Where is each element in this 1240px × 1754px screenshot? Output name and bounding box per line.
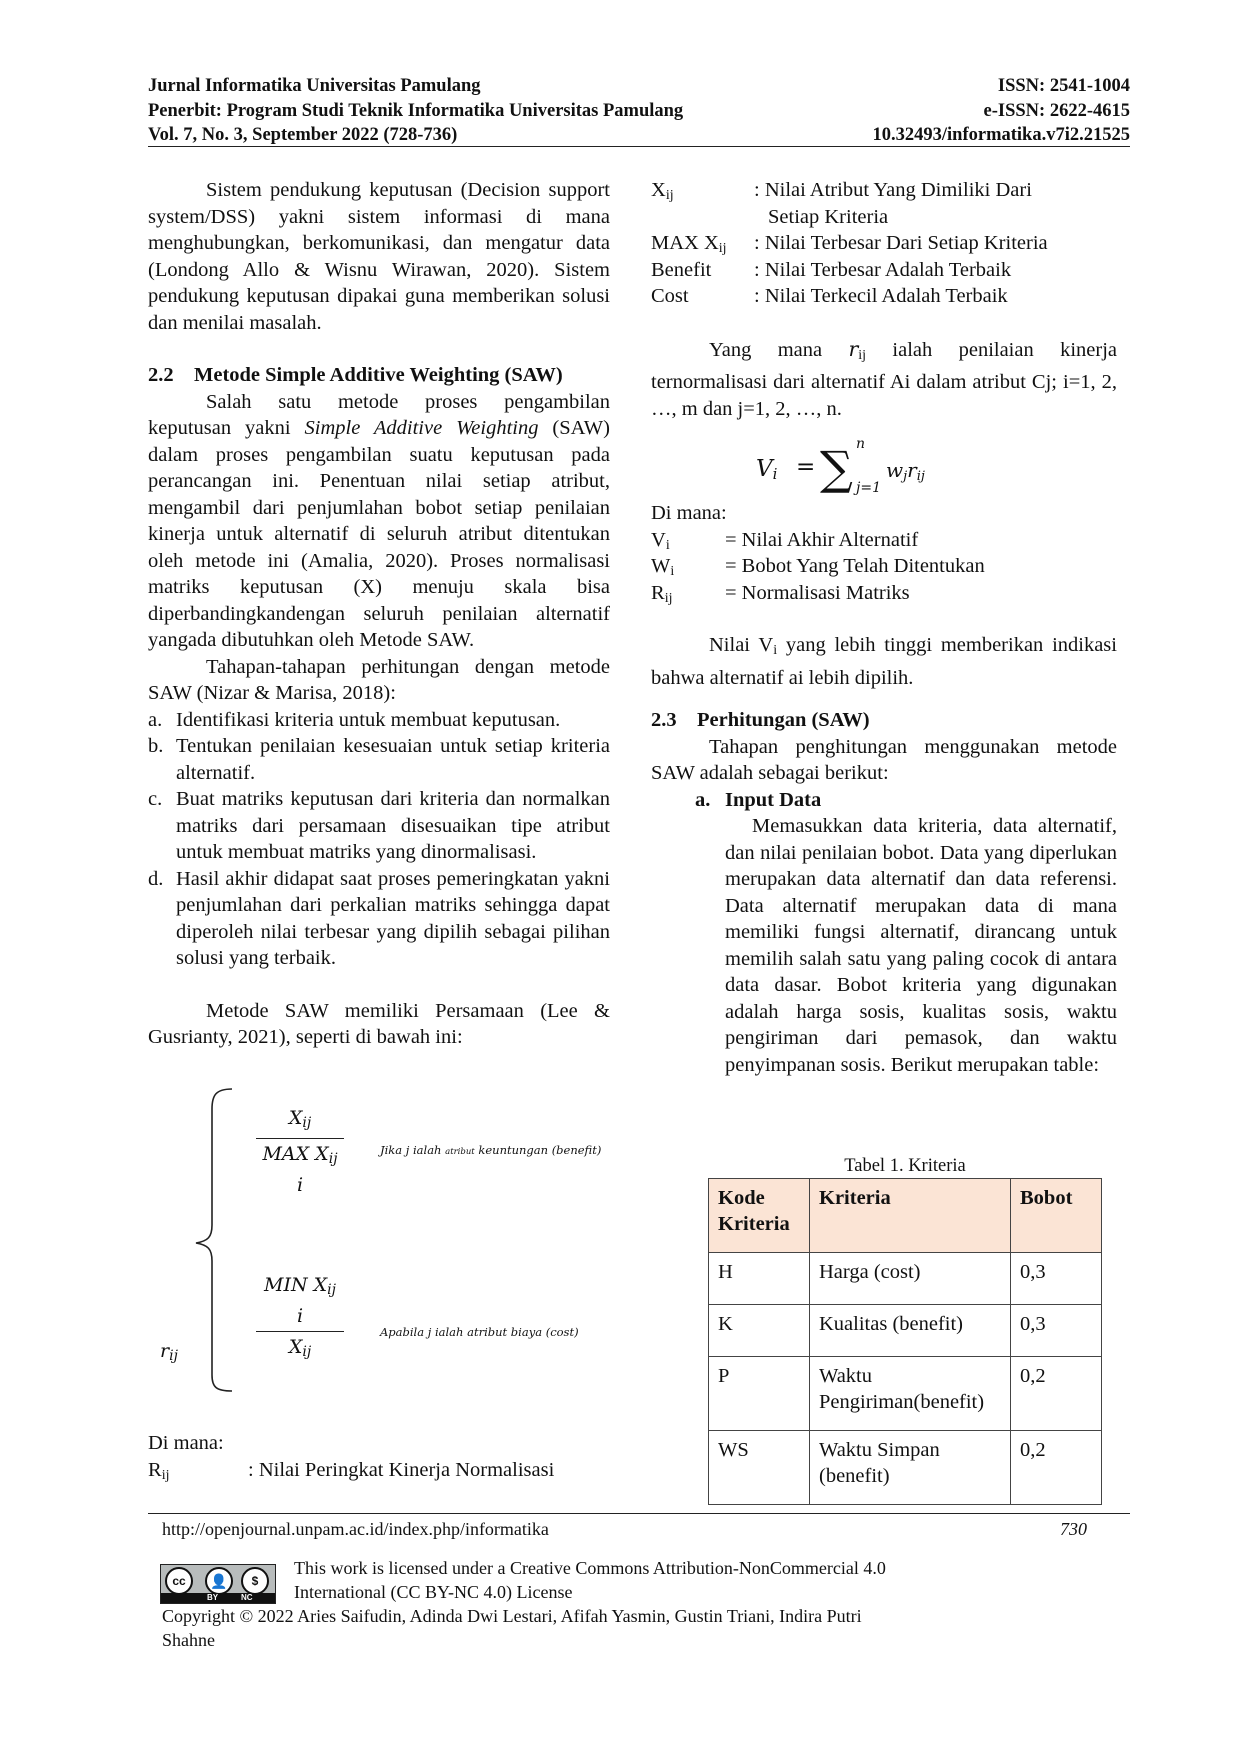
section-2-2-heading <box>148 362 610 389</box>
input-data-heading <box>651 787 1117 814</box>
cell-kriteria: Waktu Pengiriman(benefit) <box>810 1357 1011 1431</box>
def-row <box>651 177 1117 204</box>
lhs-sub: i <box>772 465 778 483</box>
cost-den-symbol: X <box>288 1336 303 1358</box>
lhs-symbol: V <box>756 456 773 482</box>
cost-fraction <box>256 1272 344 1365</box>
list-marker: a. <box>148 708 163 731</box>
r-sub: ij <box>858 347 867 363</box>
term-symbol: MAX X <box>651 232 719 254</box>
r-symbol: r <box>848 336 859 361</box>
cc-by-label: BY <box>207 1593 219 1602</box>
eq-rhs <box>886 458 925 484</box>
cost-num-index: i <box>296 1305 304 1327</box>
def-term <box>651 580 672 613</box>
cell-kode: K <box>709 1305 810 1357</box>
def-row <box>651 527 1117 554</box>
term-symbol: R <box>148 1458 162 1481</box>
section-number: 2.2 <box>148 364 174 386</box>
sigma-symbol: ∑ <box>820 441 853 495</box>
term-sub: ij <box>664 590 673 606</box>
w-sub: j <box>903 469 908 484</box>
fraction-bar <box>256 1331 344 1332</box>
equation-intro: Metode SAW memiliki Persamaan (Lee & Gusrianty, 2021), seperti di bawah ini: <box>148 999 610 1048</box>
benefit-den-symbol: MAX X <box>262 1143 329 1165</box>
section-number: 2.3 <box>651 709 677 731</box>
header-divider <box>148 146 1130 147</box>
cost-condition: Apabila j ialah atribut biaya (cost) <box>380 1325 579 1339</box>
nilai-vi-paragraph <box>651 632 1117 691</box>
def-text: = Bobot Yang Telah Ditentukan <box>725 555 985 577</box>
def-text: : Nilai Terbesar Dari Setiap Kriteria <box>754 232 1048 254</box>
eq-lhs <box>756 456 777 483</box>
volume: Vol. 7, No. 3, September 2022 (728-736) <box>148 125 458 145</box>
term-sub: ij <box>161 1467 170 1483</box>
cost-num-symbol: MIN X <box>264 1274 328 1296</box>
def-row <box>651 580 1117 607</box>
copyright-line-2: Shahne <box>162 1630 215 1650</box>
text-a: Nilai V <box>709 634 774 656</box>
cell-bobot: 0,2 <box>1011 1431 1102 1505</box>
header-row-3 <box>148 123 1130 148</box>
header-kode: Kode Kriteria <box>709 1179 810 1253</box>
table-caption: Tabel 1. Kriteria <box>844 1156 966 1176</box>
r-ij-symbol <box>160 1340 178 1364</box>
journal-url-link[interactable]: http://openjournal.unpam.ac.id/index.php/informatika <box>162 1519 549 1539</box>
tahapan-paragraph: Tahapan penghitungan menggunakan metode SAW adalah sebagai berikut: <box>651 735 1117 784</box>
cc-nc-label: NC <box>241 1593 253 1602</box>
right-column-2 <box>651 500 1117 1078</box>
r-symbol: r <box>160 1340 170 1362</box>
benefit-denominator <box>256 1141 344 1172</box>
publisher: Penerbit: Program Studi Teknik Informatika Universitas Pamulang <box>148 101 684 121</box>
text-b: ialah penilaian kinerja ternormalisasi dari alternatif Ai dalam atribut Cj; i=1, 2, …, m dan j=1, 2, …, n. <box>651 338 1117 420</box>
benefit-cond-b: keuntungan (benefit) <box>474 1143 602 1157</box>
def-term <box>148 1457 169 1490</box>
equals-sign: = <box>796 454 816 480</box>
cost-numerator <box>256 1272 344 1303</box>
term-sub: ij <box>665 188 674 203</box>
eissn: e-ISSN: 2622-4615 <box>983 101 1130 121</box>
list-text: Hasil akhir didapat saat proses pemeringkatan yakni penjumlahan dari perkalian matriks sehingga dapat diperoleh nilai terbesar yang dipilih sebagai pilihan solusi yang terbaik. <box>176 867 610 969</box>
creative-commons-by-nc-icon[interactable] <box>160 1564 276 1604</box>
r-symbol: r <box>907 458 917 482</box>
benefit-cond-a: Jika j ialah <box>380 1143 446 1157</box>
list-marker: c. <box>148 788 163 810</box>
list-item <box>148 786 610 866</box>
fraction-bar <box>256 1138 344 1139</box>
kriteria-table <box>708 1178 1102 1505</box>
section-title: Metode Simple Additive Weighting (SAW) <box>194 364 563 386</box>
section-title: Perhitungan (SAW) <box>697 709 870 731</box>
def-row <box>651 283 1117 310</box>
term-sub: i <box>670 564 675 579</box>
journal-name: Jurnal Informatika Universitas Pamulang <box>148 76 481 96</box>
input-marker: a. <box>695 788 711 811</box>
license-line-2: International (CC BY-NC 4.0) License <box>294 1582 573 1602</box>
def-text: : Nilai Terkecil Adalah Terbaik <box>754 285 1008 307</box>
term-sub: ij <box>718 241 727 256</box>
cell-bobot: 0,3 <box>1011 1253 1102 1305</box>
left-column <box>148 177 610 1051</box>
issn: ISSN: 2541-1004 <box>997 76 1130 96</box>
list-text: Buat matriks keputusan dari kriteria dan normalkan matriks dari persamaan disesuaikan tipe atribut untuk membuat matriks yang dinormalisasi. <box>176 788 610 863</box>
input-title: Input Data <box>725 788 822 811</box>
cell-kode: H <box>709 1253 810 1305</box>
cell-kriteria: Kualitas (benefit) <box>810 1305 1011 1357</box>
formula-left-brace <box>190 1085 240 1395</box>
input-data-paragraph: Memasukkan data kriteria, data alternatif, dan nilai penilaian bobot. Data yang diperlukan merupakan data alternatif dan data referensi. Data alternatif merupakan data di mana memiliki fungsi alternatif, dirancang untuk memilih salah satu yang paling cocok di antara data dasar. Bobot kriteria yang digunakan adalah harga sosis, kualitas sosis, waktu pengiriman dari pemasok, dan waktu penyimpanan sosis. Berikut merupakan table: <box>725 815 1117 1076</box>
steps-intro: Tahapan-tahapan perhitungan dengan metode SAW (Nizar & Marisa, 2018): <box>148 655 610 704</box>
term-symbol: R <box>651 581 665 604</box>
def-text: : Nilai Terbesar Adalah Terbaik <box>754 258 1012 281</box>
right-column <box>651 177 1117 422</box>
header-row-2 <box>148 99 1130 124</box>
term-symbol: W <box>651 555 671 577</box>
list-marker: d. <box>148 867 164 890</box>
table-row <box>709 1305 1102 1357</box>
license-line-1: This work is licensed under a Creative Commons Attribution-NonCommercial 4.0 <box>294 1558 886 1578</box>
copyright-line-1: Copyright © 2022 Aries Saifudin, Adinda Dwi Lestari, Afifah Yasmin, Gustin Triani, Indira Putri <box>162 1606 862 1626</box>
sum-upper: n <box>856 436 866 452</box>
cost-num-sub: ij <box>327 1282 336 1298</box>
header-kriteria: Kriteria <box>810 1179 1011 1253</box>
footer-divider <box>148 1513 1130 1514</box>
rij-definition <box>148 1457 610 1484</box>
list-marker: b. <box>148 735 164 757</box>
header-bobot: Bobot <box>1011 1179 1102 1253</box>
def-text: Setiap Kriteria <box>768 205 889 228</box>
vi-sub: i <box>773 643 778 658</box>
benefit-den-sub: ij <box>328 1151 338 1167</box>
def-term: Benefit <box>651 258 712 281</box>
term-symbol: V <box>651 528 666 551</box>
noncommercial-icon: $ <box>241 1567 269 1595</box>
list-item <box>148 707 610 734</box>
table-row <box>709 1253 1102 1305</box>
def-text: : Nilai Atribut Yang Dimiliki Dari <box>754 179 1032 201</box>
cost-den-sub: ij <box>302 1344 312 1360</box>
text-b: yang lebih tinggi memberikan indikasi bahwa alternatif ai lebih dipilih. <box>651 634 1117 689</box>
table-header-row <box>709 1179 1102 1253</box>
table-row <box>709 1357 1102 1431</box>
cc-badge-top <box>161 1565 275 1593</box>
list-text: Identifikasi kriteria untuk membuat keputusan. <box>176 708 561 731</box>
cc-icon: cc <box>165 1567 193 1595</box>
cell-bobot: 0,2 <box>1011 1357 1102 1431</box>
def-term: Cost <box>651 285 689 307</box>
vi-equation <box>756 436 956 502</box>
header-row-1 <box>148 74 1130 99</box>
intro-paragraph: Sistem pendukung keputusan (Decision support system/DSS) yakni sistem informasi di mana menghubungkan, berkomunikasi, dan mengatur data (Londong Allo & Wisnu Wirawan, 2020). Sistem pendukung keputusan dipakai guna memberikan solusi dan menilai masalah. <box>148 179 610 334</box>
cell-kriteria: Waktu Simpan (benefit) <box>810 1431 1011 1505</box>
dimana-label: Di mana: <box>148 1432 224 1454</box>
benefit-condition <box>380 1143 601 1157</box>
saw-paragraph <box>148 389 610 654</box>
list-item <box>148 866 610 972</box>
cell-kode: WS <box>709 1431 810 1505</box>
benefit-cond-small: atribut <box>445 1147 475 1157</box>
benefit-numerator <box>256 1105 344 1136</box>
benefit-den-index: i <box>296 1174 304 1196</box>
list-item <box>148 733 610 786</box>
benefit-num-sub: ij <box>302 1115 312 1131</box>
def-row <box>651 257 1117 284</box>
def-text: = Nilai Akhir Alternatif <box>725 528 919 551</box>
term-symbol: X <box>651 179 666 201</box>
def-row <box>651 553 1117 580</box>
cell-kode: P <box>709 1357 810 1431</box>
w-symbol: w <box>886 458 904 482</box>
def-text: = Normalisasi Matriks <box>725 581 910 604</box>
r-subscript: ij <box>169 1348 178 1364</box>
section-2-3-heading <box>651 707 1117 734</box>
cell-bobot: 0,3 <box>1011 1305 1102 1357</box>
dimana-label: Di mana: <box>651 502 727 524</box>
def-row <box>651 230 1117 257</box>
attribution-person-icon: 👤 <box>205 1567 233 1595</box>
saw-text-a: Salah satu metode proses pengambilan keputusan yakni <box>148 390 610 439</box>
cost-denominator <box>256 1334 344 1365</box>
doi: 10.32493/informatika.v7i2.21525 <box>872 125 1130 145</box>
saw-text-b: (SAW) dalam proses pengambilan suatu keputusan pada perancangan ini. Penentuan nilai setiap atribut, mengambil dari penjumlahan bobot setiap penilaian kinerja untuk alternatif di seluruh atribut ditentukan oleh metode ini (Amalia, 2020). Proses normalisasi matriks keputusan (X) menuju skala bisa diperbandingkandengan seluruh penilaian alternatif yangada dibutuhkan oleh Metode SAW. <box>148 417 610 651</box>
def-text: : Nilai Peringkat Kinerja Normalisasi <box>248 1458 555 1481</box>
yang-mana-paragraph <box>651 336 1117 423</box>
list-text: Tentukan penilaian kesesuaian untuk setiap kriteria alternatif. <box>176 735 610 784</box>
def-row <box>651 204 1117 231</box>
page-number: 730 <box>1060 1519 1087 1539</box>
saw-emphasis: Simple Additive Weighting <box>304 417 539 439</box>
benefit-num-symbol: X <box>288 1107 303 1129</box>
text-a: Yang mana <box>709 338 849 361</box>
left-definitions <box>148 1430 610 1483</box>
sum-lower: j=1 <box>856 480 881 496</box>
cell-kriteria: Harga (cost) <box>810 1253 1011 1305</box>
steps-list <box>148 707 610 972</box>
table-row <box>709 1431 1102 1505</box>
cc-badge-bottom <box>161 1593 275 1603</box>
term-sub: i <box>665 537 670 553</box>
benefit-fraction <box>256 1105 344 1198</box>
r-sub: ij <box>916 469 925 484</box>
